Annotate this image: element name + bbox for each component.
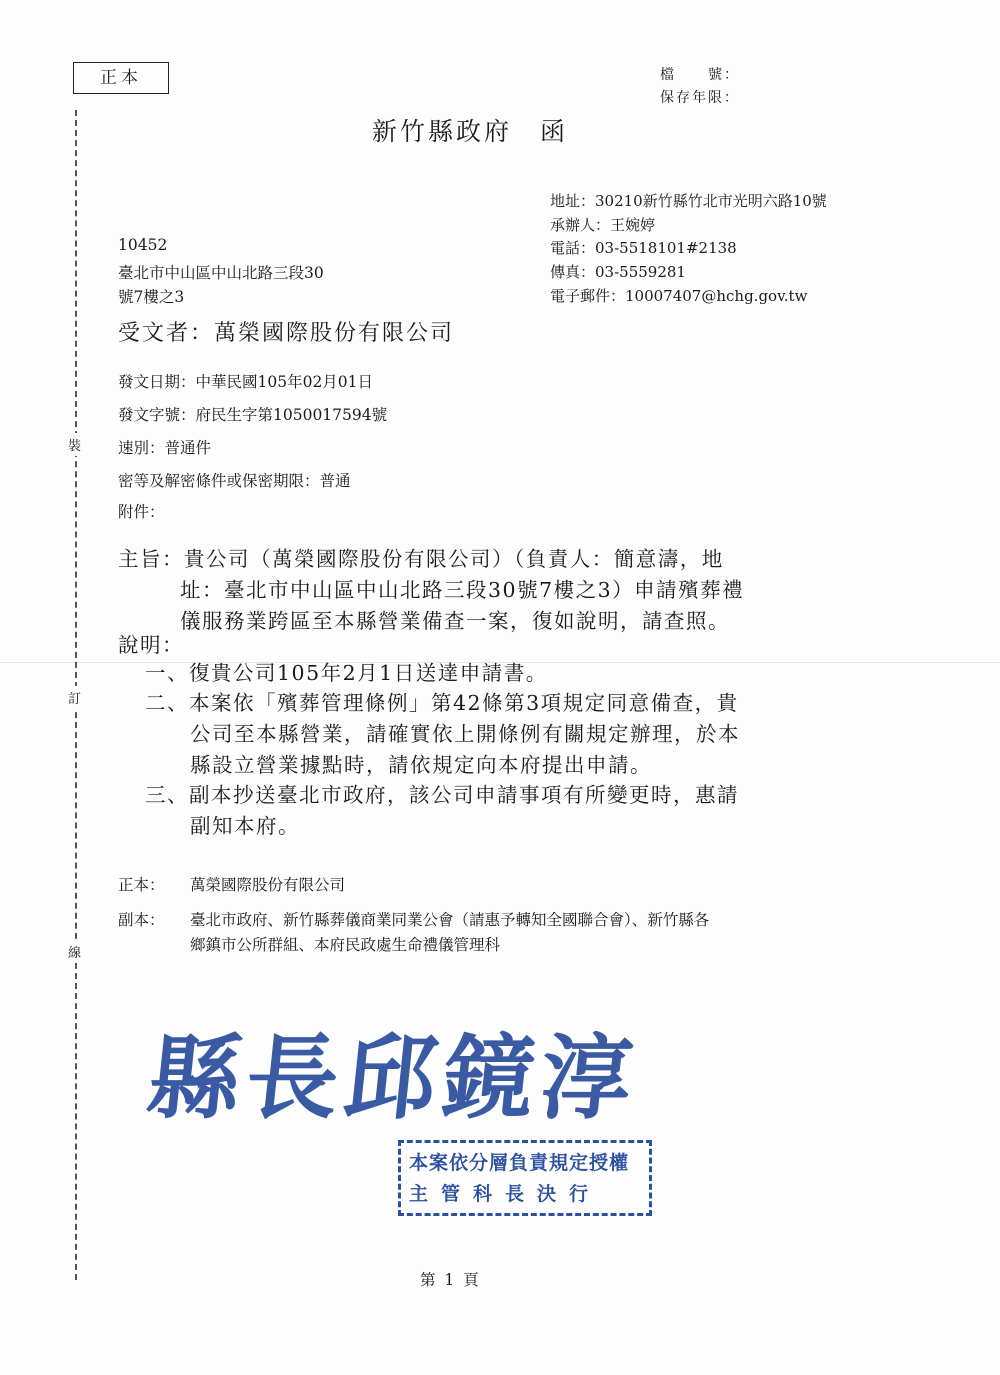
delivery-speed: 速別：普通件 — [118, 439, 212, 457]
sender-phone: 電話：03-5518101#2138 — [550, 239, 737, 257]
recipient: 受文者：萬榮國際股份有限公司 — [118, 321, 455, 346]
retention-period-label: 保存年限： — [660, 90, 740, 106]
sender-email: 電子郵件：10007407@hchg.gov.tw — [550, 287, 808, 305]
copy-recipients-line2: 鄉鎮市公所群組、本府民政處生命禮儀管理科 — [190, 936, 501, 954]
original-label: 正本： — [118, 876, 165, 894]
attachment: 附件： — [118, 503, 165, 521]
subject-line1: 主旨：貴公司（萬榮國際股份有限公司）（負責人：簡意濤，地 — [118, 547, 724, 571]
authorization-stamp — [398, 1140, 652, 1216]
explanation-item3-line1: 三、副本抄送臺北市政府，該公司申請事項有所變更時，惠請 — [145, 783, 739, 807]
copy-label: 副本： — [118, 911, 165, 929]
recipient-address-line2: 號7樓之3 — [118, 288, 185, 306]
recipient-address-line1: 臺北市中山區中山北路三段30 — [118, 264, 324, 282]
file-number-label: 檔 號： — [660, 67, 740, 83]
sender-fax: 傳真：03-5559281 — [550, 263, 686, 281]
explanation-item3-line2: 副知本府。 — [190, 814, 300, 838]
copy-recipients-line1: 臺北市政府、新竹縣葬儀商業同業公會（請惠予轉知全國聯合會）、新竹縣各 — [190, 911, 710, 929]
document-number: 發文字號：府民生字第1050017594號 — [118, 406, 388, 424]
explanation-item2-line1: 二、本案依「殯葬管理條例」第42條第3項規定同意備查，貴 — [145, 691, 739, 715]
issue-date: 發文日期：中華民國105年02月01日 — [118, 373, 374, 391]
security-level: 密等及解密條件或保密期限：普通 — [118, 472, 351, 490]
copy-type-box: 正本 — [73, 62, 169, 94]
sender-address: 地址：30210新竹縣竹北市光明六路10號 — [550, 192, 827, 210]
subject-line3: 儀服務業跨區至本縣營業備查一案，復如說明，請查照。 — [180, 609, 730, 633]
explanation-item2-line3: 縣設立營業據點時，請依規定向本府提出申請。 — [190, 753, 652, 777]
stamp-line2: 主管科長決行 — [409, 1183, 602, 1205]
binding-mark-xian: 線 — [68, 940, 81, 963]
sender-handler: 承辦人：王婉婷 — [550, 216, 656, 234]
subject-line2: 址：臺北市中山區中山北路三段30號7樓之3）申請殯葬禮 — [180, 578, 745, 602]
explanation-item1: 一、復貴公司105年2月1日送達申請書。 — [145, 661, 548, 685]
magistrate-signature-seal: 縣長邱鏡淳 — [142, 1024, 645, 1132]
recipient-postal-code: 10452 — [118, 236, 168, 254]
binding-mark-ding: 訂 — [68, 686, 81, 709]
document-title: 新竹縣政府 函 — [372, 117, 569, 146]
page-number: 第 1 頁 — [420, 1271, 481, 1289]
stamp-line1: 本案依分層負責規定授權 — [409, 1152, 630, 1174]
original-recipient: 萬榮國際股份有限公司 — [190, 876, 346, 894]
explanation-item2-line2: 公司至本縣營業，請確實依上開條例有關規定辦理，於本 — [190, 722, 740, 746]
binding-mark-zhuang: 裝 — [68, 433, 81, 456]
explanation-heading: 說明： — [118, 633, 184, 657]
